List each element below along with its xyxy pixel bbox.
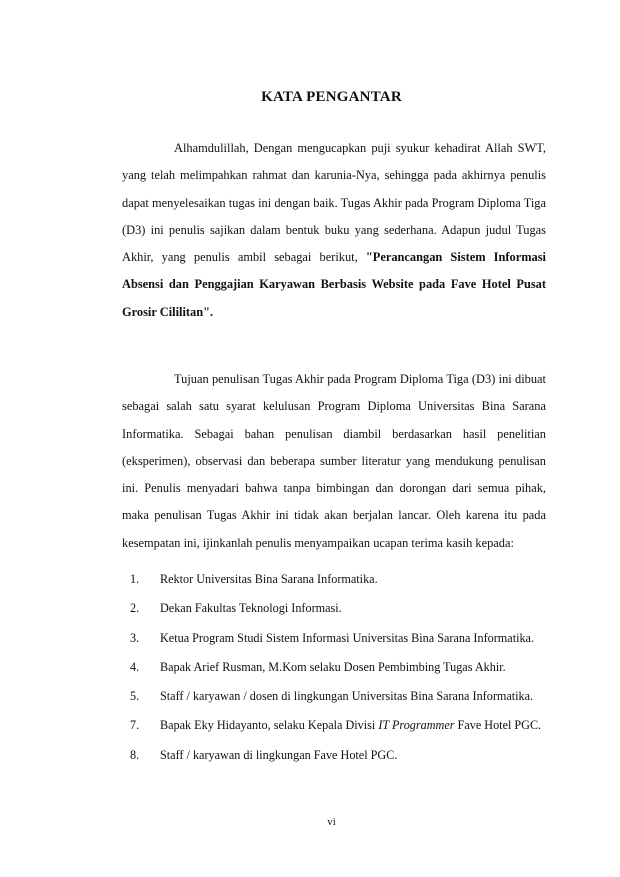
preface-paragraph-1 — [122, 135, 546, 326]
list-number: 2. — [130, 601, 140, 616]
list-item — [122, 624, 562, 653]
list-item-text-before: Bapak Eky Hidayanto, selaku Kepala Divisi — [160, 718, 379, 733]
paragraph-1-intro: Alhamdulillah, Dengan mengucapkan puji syukur kehadirat Allah SWT, yang telah melimpahkan rahmat dan karunia-Nya, sehingga pada akhirnya penulis dapat menyelesaikan tugas ini dengan baik. Tugas Akhir pada Program Diploma Tiga (D3) ini penulis sajikan dalam bentuk buku yang sederhana. Adapun judul Tugas Akhir, yang penulis ambil sebagai berikut, — [122, 141, 546, 265]
list-item-text: Staff / karyawan di lingkungan Fave Hotel PGC. — [160, 747, 398, 762]
list-item — [122, 682, 562, 711]
list-item-text: Rektor Universitas Bina Sarana Informatika. — [160, 572, 378, 586]
list-item — [122, 711, 562, 740]
paragraph-2-text: Tujuan penulisan Tugas Akhir pada Program Diploma Tiga (D3) ini dibuat sebagai salah satu syarat kelulusan Program Diploma Universitas Bina Sarana Informatika. Sebagai bahan penulisan diambil berdasarkan hasil penelitian (eksperimen), observasi dan beberapa sumber literatur yang mendukung penulisan ini. Penulis menyadari bahwa tanpa bimbingan dan dorongan dari semua pihak, maka penulisan Tugas Akhir ini tidak akan berjalan lancar. Oleh karena itu pada kesempatan ini, ijinkanlah penulis menyampaikan ucapan terima kasih kepada: — [122, 372, 546, 550]
list-number: 5. — [130, 689, 140, 704]
list-item-text: Ketua Program Studi Sistem Informasi Universitas Bina Sarana Informatika. — [160, 630, 535, 645]
list-item — [122, 741, 562, 770]
page-number: vi — [327, 816, 336, 828]
list-item-text: Staff / karyawan / dosen di lingkungan Universitas Bina Sarana Informatika. — [160, 689, 534, 704]
acknowledgement-list — [122, 565, 562, 770]
list-item — [122, 594, 562, 623]
list-number: 8. — [130, 747, 140, 762]
list-item-text-after: Fave Hotel PGC. — [454, 718, 542, 733]
thesis-title: "Perancangan Sistem Informasi Absensi dan Penggajian Karyawan Berbasis Website pada Fave Hotel Pusat Grosir Cililitan". — [122, 250, 546, 319]
list-number: 7. — [130, 718, 140, 733]
list-item — [122, 565, 562, 594]
page-title: KATA PENGANTAR — [261, 89, 402, 105]
list-item-text: Bapak Arief Rusman, M.Kom selaku Dosen Pembimbing Tugas Akhir. — [160, 659, 506, 674]
list-number: 4. — [130, 659, 140, 674]
list-number: 3. — [130, 630, 140, 645]
list-item-text-italic: IT Programmer — [378, 718, 455, 733]
list-number: 1. — [130, 572, 140, 586]
list-item — [122, 653, 562, 682]
preface-paragraph-2 — [122, 366, 546, 557]
list-item-text: Dekan Fakultas Teknologi Informasi. — [160, 601, 342, 616]
